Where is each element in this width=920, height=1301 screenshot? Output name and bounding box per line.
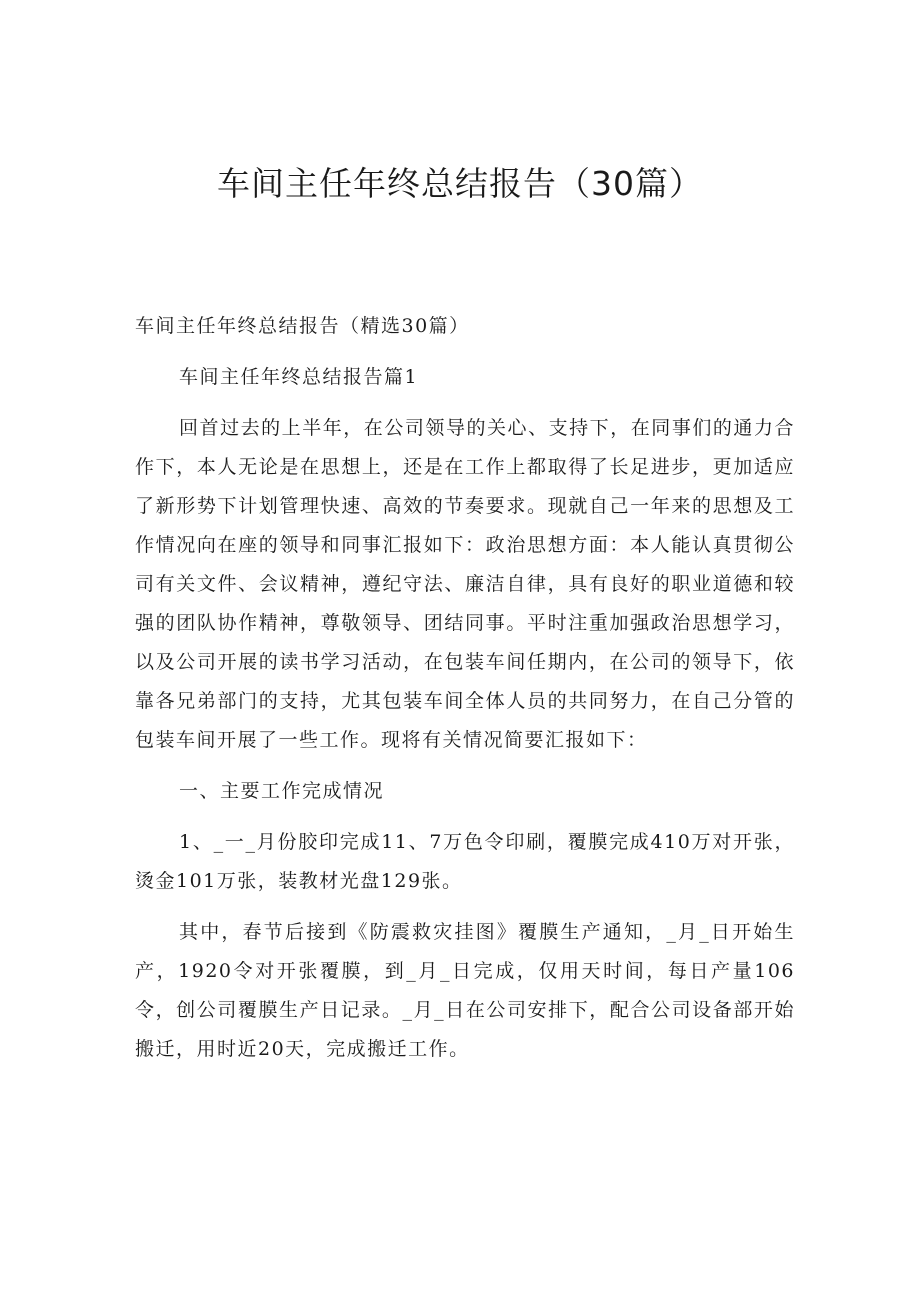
document-title: 车间主任年终总结报告（30篇） [217, 164, 703, 203]
paragraph-item-1: 1、_一_月份胶印完成11、7万色令印刷，覆膜完成410万对开张，烫金101万张，装教材光盘129张。 [135, 831, 795, 892]
document-subtitle: 车间主任年终总结报告（精选30篇） [135, 315, 470, 337]
section-heading: 车间主任年终总结报告篇1 [179, 366, 419, 388]
paragraph-detail: 其中，春节后接到《防震救灾挂图》覆膜生产通知，_月_日开始生产，1920令对开张覆膜，到_月_日完成，仅用天时间，每日产量106令，创公司覆膜生产日记录。_月_日在公司安排下，配合公司设备部开始搬迁，用时近20天，完成搬迁工作。 [135, 921, 795, 1060]
document-body [135, 307, 795, 1081]
paragraph-intro: 回首过去的上半年，在公司领导的关心、支持下，在同事们的通力合作下，本人无论是在思想上，还是在工作上都取得了长足进步，更加适应了新形势下计划管理快速、高效的节奏要求。现就自己一年来的思想及工作情况向在座的领导和同事汇报如下：政治思想方面：本人能认真贯彻公司有关文件、会议精神，遵纪守法、廉洁自律，具有良好的职业道德和较强的团队协作精神，尊敬领导、团结同事。平时注重加强政治思想学习，以及公司开展的读书学习活动，在包装车间任期内，在公司的领导下，依靠各兄弟部门的支持，尤其包装车间全体人员的共同努力，在自己分管的包装车间开展了一些工作。现将有关情况简要汇报如下： [135, 417, 795, 751]
subsection-heading: 一、主要工作完成情况 [179, 780, 385, 802]
